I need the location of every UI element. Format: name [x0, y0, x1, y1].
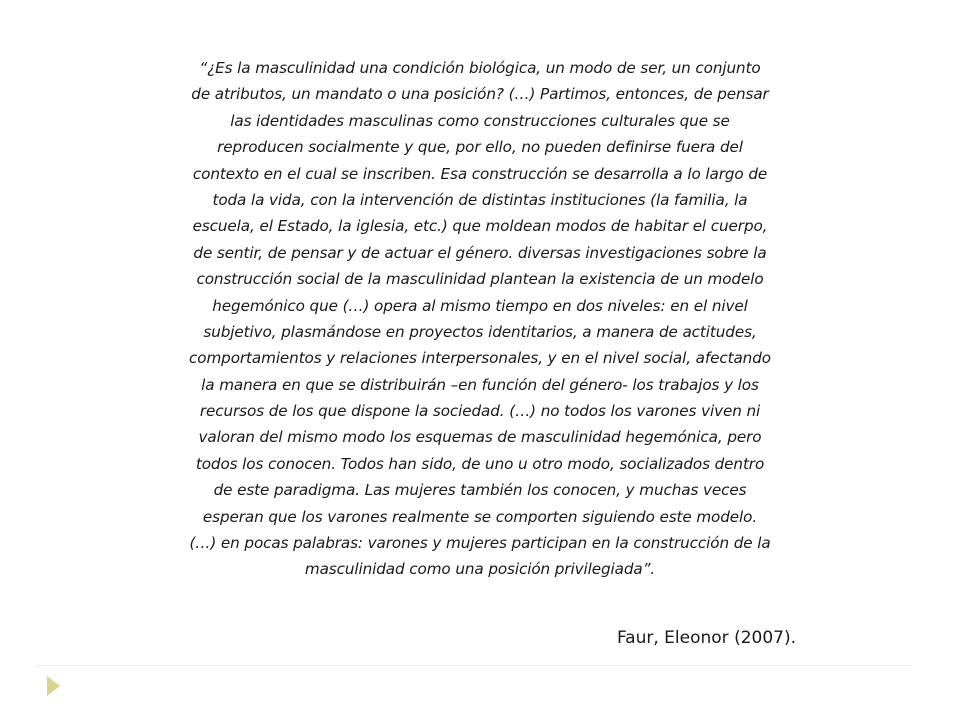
quote-line: todos los conocen. Todos han sido, de uno u otro modo, socializados dentro [195, 454, 765, 473]
quote-line: reproducen socialmente y que, por ello, no pueden definirse fuera del [217, 138, 743, 157]
quote-line: subjetivo, plasmándose en proyectos identitarios, a manera de actitudes, [203, 322, 757, 341]
quote-line: contexto en el cual se inscriben. Esa construcción se desarrolla a lo largo de [192, 164, 768, 183]
quote-line: valoran del mismo modo los esquemas de masculinidad hegemónica, pero [198, 428, 762, 447]
quote-line: esperan que los varones realmente se comporten siguiendo este modelo. [202, 507, 758, 526]
quote-line: recursos de los que dispone la sociedad. (…) no todos los varones viven ni [199, 402, 761, 421]
quote-line: comportamientos y relaciones interpersonales, y en el nivel social, afectando [189, 349, 771, 368]
quote-line: de sentir, de pensar y de actuar el género. diversas investigaciones sobre la [193, 243, 767, 262]
triangle-bullet-icon [47, 676, 60, 696]
quote-line: hegemónico que (…) opera al mismo tiempo en dos niveles: en el nivel [212, 296, 748, 315]
quote-line: de este paradigma. Las mujeres también los conocen, y muchas veces [213, 481, 747, 500]
footer-divider [36, 665, 912, 666]
quote-line: la manera en que se distribuirán –en función del género- los trabajos y los [201, 375, 759, 394]
quote-line: “¿Es la masculinidad una condición biológica, un modo de ser, un conjunto [199, 59, 761, 77]
quote-line: (…) en pocas palabras: varones y mujeres participan en la construcción de la [189, 534, 771, 553]
quote-line: de atributos, un mandato o una posición? (…) Partimos, entonces, de pensar [191, 85, 769, 104]
quote-line: toda la vida, con la intervención de distintas instituciones (la familia, la [212, 190, 748, 209]
quote-line: las identidades masculinas como construcciones culturales que se [230, 111, 730, 130]
quote-line: masculinidad como una posición privilegiada”. [304, 560, 656, 579]
quote-line: escuela, el Estado, la iglesia, etc.) que moldean modos de habitar el cuerpo, [192, 217, 768, 236]
quote-line: construcción social de la masculinidad plantean la existencia de un modelo [196, 270, 764, 289]
quote-block [170, 55, 790, 583]
citation: Faur, Eleonor (2007). [616, 628, 796, 648]
